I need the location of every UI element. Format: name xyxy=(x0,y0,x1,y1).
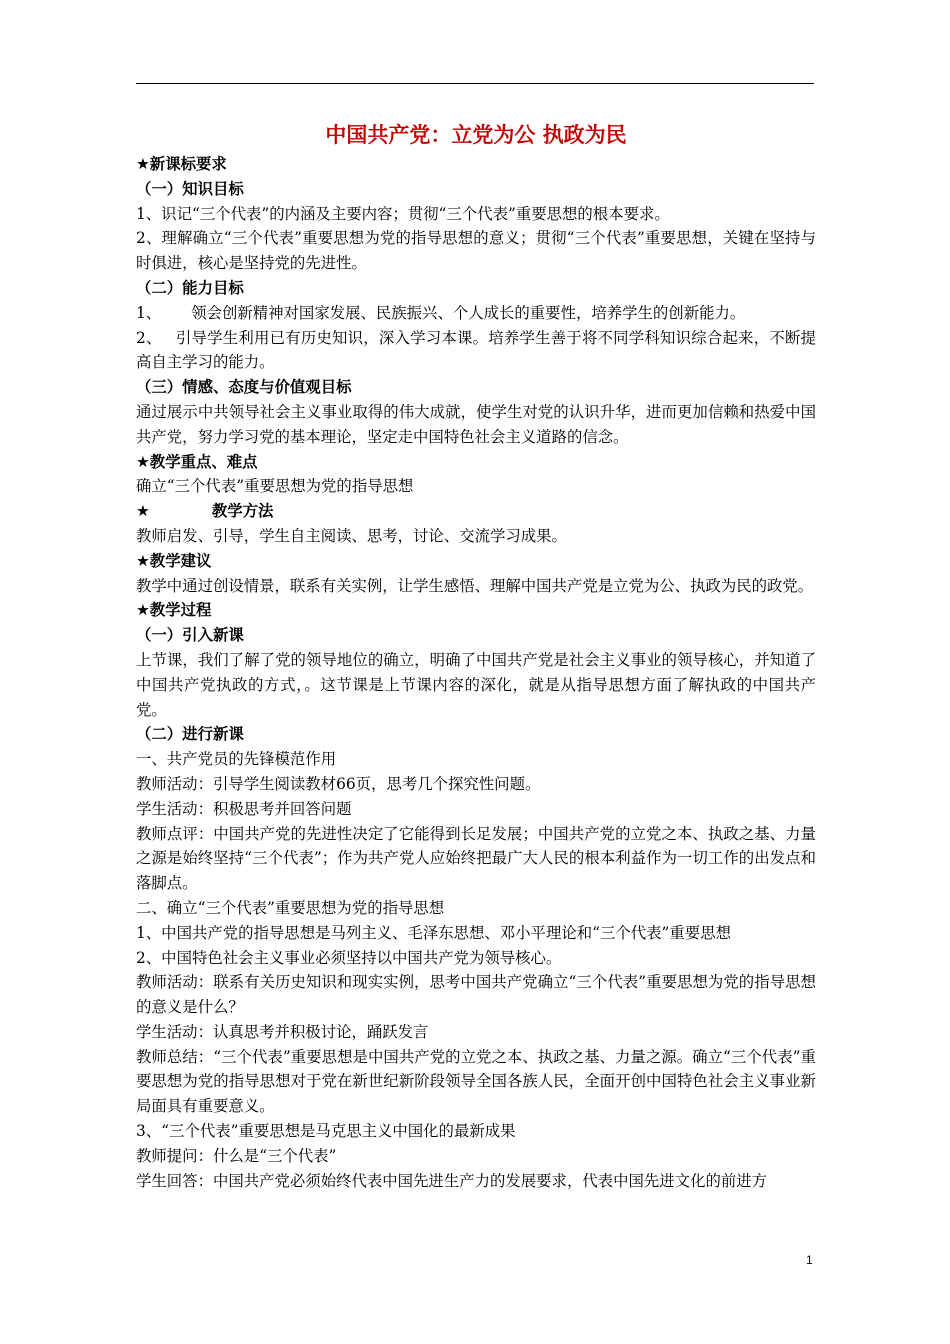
document-title: 中国共产党：立党为公 执政为民 xyxy=(325,123,627,147)
paragraph: 学生活动：积极思考并回答问题 xyxy=(136,799,352,818)
paragraph: 2、理解确立“三个代表”重要思想为党的指导思想的意义；贯彻“三个代表”重要思想，关键在坚持与时俱进，核心是坚持党的先进性。 xyxy=(136,229,816,273)
list-number: 1、 xyxy=(136,303,162,322)
subheading-ability: （二）能力目标 xyxy=(136,278,244,297)
section-heading-suggestions: ★教学建议 xyxy=(136,551,212,570)
list-item xyxy=(136,326,816,376)
paragraph: 教师提问：什么是“三个代表” xyxy=(136,1146,337,1165)
star-marker: ★ xyxy=(136,502,150,521)
paragraph: 二、确立“三个代表”重要思想为党的指导思想 xyxy=(136,898,445,917)
paragraph: 学生活动：认真思考并积极讨论，踊跃发言 xyxy=(136,1022,429,1041)
paragraph: 确立“三个代表”重要思想为党的指导思想 xyxy=(136,477,414,496)
paragraph: 1、识记“三个代表”的内涵及主要内容；贯彻“三个代表”重要思想的根本要求。 xyxy=(136,204,670,223)
paragraph: 1、中国共产党的指导思想是马列主义、毛泽东思想、邓小平理论和“三个代表”重要思想 xyxy=(136,923,731,942)
paragraph: 一、共产党员的先锋模范作用 xyxy=(136,750,337,769)
document-body xyxy=(136,118,816,1193)
list-text: 领会创新精神对国家发展、民族振兴、个人成长的重要性，培养学生的创新能力。 xyxy=(191,303,746,322)
section-heading-process: ★教学过程 xyxy=(136,601,212,620)
paragraph: 教师启发、引导，学生自主阅读、思考，讨论、交流学习成果。 xyxy=(136,526,567,545)
list-text: 引导学生利用已有历史知识，深入学习本课。培养学生善于将不同学科知识综合起来，不断提高自主学习的能力。 xyxy=(136,328,816,372)
page-number: 1 xyxy=(806,1253,813,1267)
heading-text: 教学方法 xyxy=(211,502,274,521)
paragraph: 学生回答：中国共产党必须始终代表中国先进生产力的发展要求，代表中国先进文化的前进方 xyxy=(136,1171,768,1190)
list-item xyxy=(136,301,816,326)
paragraph: 教学中通过创设情景，联系有关实例，让学生感悟、理解中国共产党是立党为公、执政为民的政党。 xyxy=(136,576,814,595)
subheading-new-lesson: （二）进行新课 xyxy=(136,725,244,744)
section-heading-methods xyxy=(136,499,816,524)
subheading-knowledge: （一）知识目标 xyxy=(136,179,244,198)
paragraph: 教师总结：“三个代表”重要思想是中国共产党的立党之本、执政之基、力量之源。确立“三个代表”重要思想为党的指导思想对于党在新世纪新阶段领导全国各族人民，全面开创中国特色社会主义事业新局面具有重要意义。 xyxy=(136,1047,816,1116)
paragraph: 教师活动：联系有关历史知识和现实实例，思考中国共产党确立“三个代表”重要思想为党的指导思想的意义是什么？ xyxy=(136,973,816,1017)
paragraph: 上节课，我们了解了党的领导地位的确立，明确了中国共产党是社会主义事业的领导核心，并知道了中国共产党执政的方式，。这节课是上节课内容的深化，就是从指导思想方面了解执政的中国共产党。 xyxy=(136,650,816,719)
subheading-intro: （一）引入新课 xyxy=(136,626,244,645)
section-heading-curriculum: ★新课标要求 xyxy=(136,155,227,173)
header-rule xyxy=(136,83,814,84)
paragraph: 3、“三个代表”重要思想是马克思主义中国化的最新成果 xyxy=(136,1122,516,1141)
section-heading-key-points: ★教学重点、难点 xyxy=(136,452,258,471)
subheading-emotion: （三）情感、态度与价值观目标 xyxy=(136,378,352,397)
paragraph: 教师活动：引导学生阅读教材66页，思考几个探究性问题。 xyxy=(136,774,541,793)
paragraph: 通过展示中共领导社会主义事业取得的伟大成就，使学生对党的认识升华，进而更加信赖和热爱中国共产党，努力学习党的基本理论，坚定走中国特色社会主义道路的信念。 xyxy=(136,402,816,446)
paragraph: 教师点评：中国共产党的先进性决定了它能得到长足发展；中国共产党的立党之本、执政之基、力量之源是始终坚持“三个代表”；作为共产党人应始终把最广大人民的根本利益作为一切工作的出发点和落脚点。 xyxy=(136,824,816,893)
list-number: 2、 xyxy=(136,328,162,347)
paragraph: 2、中国特色社会主义事业必须坚持以中国共产党为领导核心。 xyxy=(136,948,562,967)
